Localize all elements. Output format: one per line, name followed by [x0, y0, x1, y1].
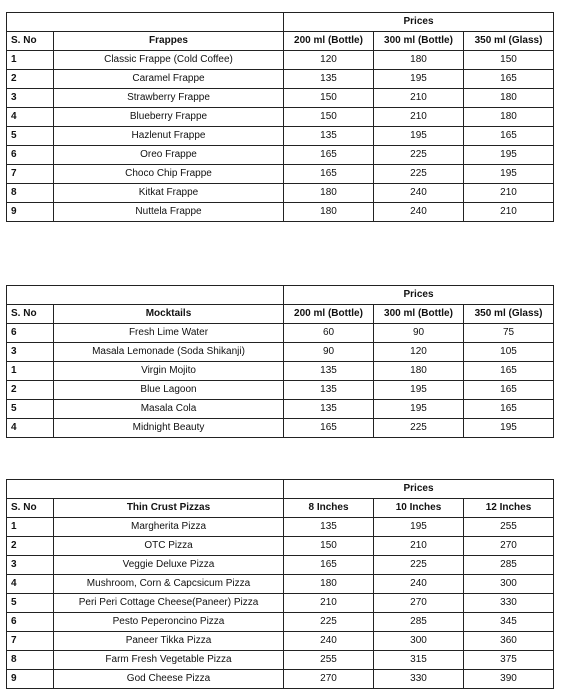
prices-label: Prices: [284, 13, 554, 32]
price-cell: 375: [464, 651, 554, 670]
column-header: 350 ml (Glass): [464, 305, 554, 324]
price-cell: 120: [284, 51, 374, 70]
table-row: [7, 165, 554, 184]
table-row: [7, 651, 554, 670]
price-cell: 75: [464, 324, 554, 343]
price-cell: 315: [374, 651, 464, 670]
price-cell: 255: [464, 518, 554, 537]
price-cell: 150: [284, 89, 374, 108]
price-cell: 195: [374, 381, 464, 400]
table-row: [7, 146, 554, 165]
price-cell: 165: [284, 146, 374, 165]
item-name: Mushroom, Corn & Capcsicum Pizza: [54, 575, 284, 594]
serial-number: 6: [7, 613, 54, 632]
price-cell: 195: [464, 419, 554, 438]
price-cell: 105: [464, 343, 554, 362]
column-header: S. No: [7, 499, 54, 518]
item-name: God Cheese Pizza: [54, 670, 284, 689]
prices-label: Prices: [284, 286, 554, 305]
item-name: Caramel Frappe: [54, 70, 284, 89]
table-row: [7, 381, 554, 400]
item-name: Midnight Beauty: [54, 419, 284, 438]
serial-number: 6: [7, 324, 54, 343]
serial-number: 1: [7, 518, 54, 537]
serial-number: 4: [7, 419, 54, 438]
serial-number: 2: [7, 381, 54, 400]
price-cell: 195: [464, 146, 554, 165]
column-header: 350 ml (Glass): [464, 32, 554, 51]
price-cell: 180: [374, 51, 464, 70]
table-row: [7, 594, 554, 613]
item-name: Masala Lemonade (Soda Shikanji): [54, 343, 284, 362]
prices-label: Prices: [284, 480, 554, 499]
price-cell: 210: [464, 184, 554, 203]
table-row: [7, 324, 554, 343]
price-cell: 180: [464, 108, 554, 127]
price-cell: 180: [374, 362, 464, 381]
column-header: 12 Inches: [464, 499, 554, 518]
column-header: 200 ml (Bottle): [284, 305, 374, 324]
price-cell: 195: [464, 165, 554, 184]
price-cell: 210: [464, 203, 554, 222]
pizzas-price-table: [6, 479, 554, 689]
serial-number: 6: [7, 146, 54, 165]
table-row: [7, 613, 554, 632]
price-cell: 180: [284, 575, 374, 594]
item-name: Hazlenut Frappe: [54, 127, 284, 146]
item-name: Virgin Mojito: [54, 362, 284, 381]
column-header: 8 Inches: [284, 499, 374, 518]
price-cell: 165: [284, 419, 374, 438]
price-cell: 60: [284, 324, 374, 343]
price-cell: 300: [464, 575, 554, 594]
frappes-price-table: [6, 12, 554, 222]
prices-header-row: [7, 480, 554, 499]
serial-number: 5: [7, 127, 54, 146]
table-row: [7, 127, 554, 146]
price-cell: 225: [374, 419, 464, 438]
price-cell: 135: [284, 127, 374, 146]
price-cell: 165: [464, 70, 554, 89]
table-row: [7, 556, 554, 575]
item-name: Classic Frappe (Cold Coffee): [54, 51, 284, 70]
column-header-row: [7, 32, 554, 51]
serial-number: 2: [7, 537, 54, 556]
price-cell: 240: [374, 575, 464, 594]
price-cell: 300: [374, 632, 464, 651]
table-row: [7, 343, 554, 362]
serial-number: 5: [7, 594, 54, 613]
column-header: Mocktails: [54, 305, 284, 324]
price-cell: 330: [374, 670, 464, 689]
price-cell: 210: [374, 537, 464, 556]
empty-cell: [7, 13, 284, 32]
price-cell: 135: [284, 400, 374, 419]
column-header: 300 ml (Bottle): [374, 305, 464, 324]
price-cell: 165: [464, 362, 554, 381]
item-name: Oreo Frappe: [54, 146, 284, 165]
table-row: [7, 89, 554, 108]
price-cell: 135: [284, 362, 374, 381]
empty-cell: [7, 286, 284, 305]
price-cell: 225: [374, 146, 464, 165]
price-cell: 165: [464, 127, 554, 146]
price-cell: 195: [374, 518, 464, 537]
price-cell: 225: [374, 165, 464, 184]
column-header-row: [7, 499, 554, 518]
table-row: [7, 670, 554, 689]
item-name: Choco Chip Frappe: [54, 165, 284, 184]
table-row: [7, 70, 554, 89]
item-name: Veggie Deluxe Pizza: [54, 556, 284, 575]
item-name: Masala Cola: [54, 400, 284, 419]
price-cell: 135: [284, 381, 374, 400]
item-name: Paneer Tikka Pizza: [54, 632, 284, 651]
table-row: [7, 184, 554, 203]
price-cell: 240: [284, 632, 374, 651]
price-cell: 150: [464, 51, 554, 70]
table-row: [7, 400, 554, 419]
price-cell: 270: [374, 594, 464, 613]
table-row: [7, 575, 554, 594]
serial-number: 4: [7, 575, 54, 594]
item-name: Peri Peri Cottage Cheese(Paneer) Pizza: [54, 594, 284, 613]
item-name: Margherita Pizza: [54, 518, 284, 537]
price-cell: 165: [464, 400, 554, 419]
item-name: Blue Lagoon: [54, 381, 284, 400]
item-name: Fresh Lime Water: [54, 324, 284, 343]
serial-number: 3: [7, 343, 54, 362]
serial-number: 8: [7, 184, 54, 203]
price-cell: 165: [284, 165, 374, 184]
item-name: Strawberry Frappe: [54, 89, 284, 108]
price-cell: 225: [374, 556, 464, 575]
price-cell: 90: [374, 324, 464, 343]
column-header: Frappes: [54, 32, 284, 51]
price-cell: 150: [284, 108, 374, 127]
column-header: S. No: [7, 305, 54, 324]
price-cell: 345: [464, 613, 554, 632]
price-cell: 180: [464, 89, 554, 108]
column-header: 300 ml (Bottle): [374, 32, 464, 51]
item-name: Farm Fresh Vegetable Pizza: [54, 651, 284, 670]
item-name: Nuttela Frappe: [54, 203, 284, 222]
price-cell: 195: [374, 400, 464, 419]
serial-number: 1: [7, 51, 54, 70]
table-row: [7, 632, 554, 651]
prices-header-row: [7, 286, 554, 305]
price-cell: 90: [284, 343, 374, 362]
mocktails-price-table: [6, 285, 554, 438]
item-name: Pesto Peperoncino Pizza: [54, 613, 284, 632]
serial-number: 5: [7, 400, 54, 419]
price-cell: 225: [284, 613, 374, 632]
serial-number: 3: [7, 556, 54, 575]
serial-number: 9: [7, 670, 54, 689]
table-row: [7, 51, 554, 70]
price-cell: 210: [374, 108, 464, 127]
price-cell: 195: [374, 70, 464, 89]
column-header-row: [7, 305, 554, 324]
table-row: [7, 537, 554, 556]
table-row: [7, 362, 554, 381]
price-cell: 150: [284, 537, 374, 556]
price-cell: 165: [284, 556, 374, 575]
price-cell: 240: [374, 184, 464, 203]
price-cell: 135: [284, 518, 374, 537]
serial-number: 8: [7, 651, 54, 670]
price-cell: 285: [374, 613, 464, 632]
empty-cell: [7, 480, 284, 499]
price-cell: 180: [284, 203, 374, 222]
column-header: 200 ml (Bottle): [284, 32, 374, 51]
table-row: [7, 419, 554, 438]
column-header: S. No: [7, 32, 54, 51]
serial-number: 9: [7, 203, 54, 222]
price-cell: 255: [284, 651, 374, 670]
price-cell: 240: [374, 203, 464, 222]
item-name: Kitkat Frappe: [54, 184, 284, 203]
price-cell: 180: [284, 184, 374, 203]
price-cell: 360: [464, 632, 554, 651]
table-row: [7, 108, 554, 127]
price-cell: 270: [284, 670, 374, 689]
serial-number: 2: [7, 70, 54, 89]
price-cell: 120: [374, 343, 464, 362]
item-name: Blueberry Frappe: [54, 108, 284, 127]
serial-number: 7: [7, 165, 54, 184]
table-row: [7, 518, 554, 537]
table-row: [7, 203, 554, 222]
item-name: OTC Pizza: [54, 537, 284, 556]
serial-number: 7: [7, 632, 54, 651]
serial-number: 3: [7, 89, 54, 108]
prices-header-row: [7, 13, 554, 32]
price-cell: 270: [464, 537, 554, 556]
price-cell: 210: [284, 594, 374, 613]
price-cell: 210: [374, 89, 464, 108]
price-cell: 195: [374, 127, 464, 146]
price-cell: 330: [464, 594, 554, 613]
column-header: Thin Crust Pizzas: [54, 499, 284, 518]
serial-number: 4: [7, 108, 54, 127]
price-cell: 390: [464, 670, 554, 689]
price-cell: 165: [464, 381, 554, 400]
price-cell: 285: [464, 556, 554, 575]
column-header: 10 Inches: [374, 499, 464, 518]
serial-number: 1: [7, 362, 54, 381]
price-cell: 135: [284, 70, 374, 89]
